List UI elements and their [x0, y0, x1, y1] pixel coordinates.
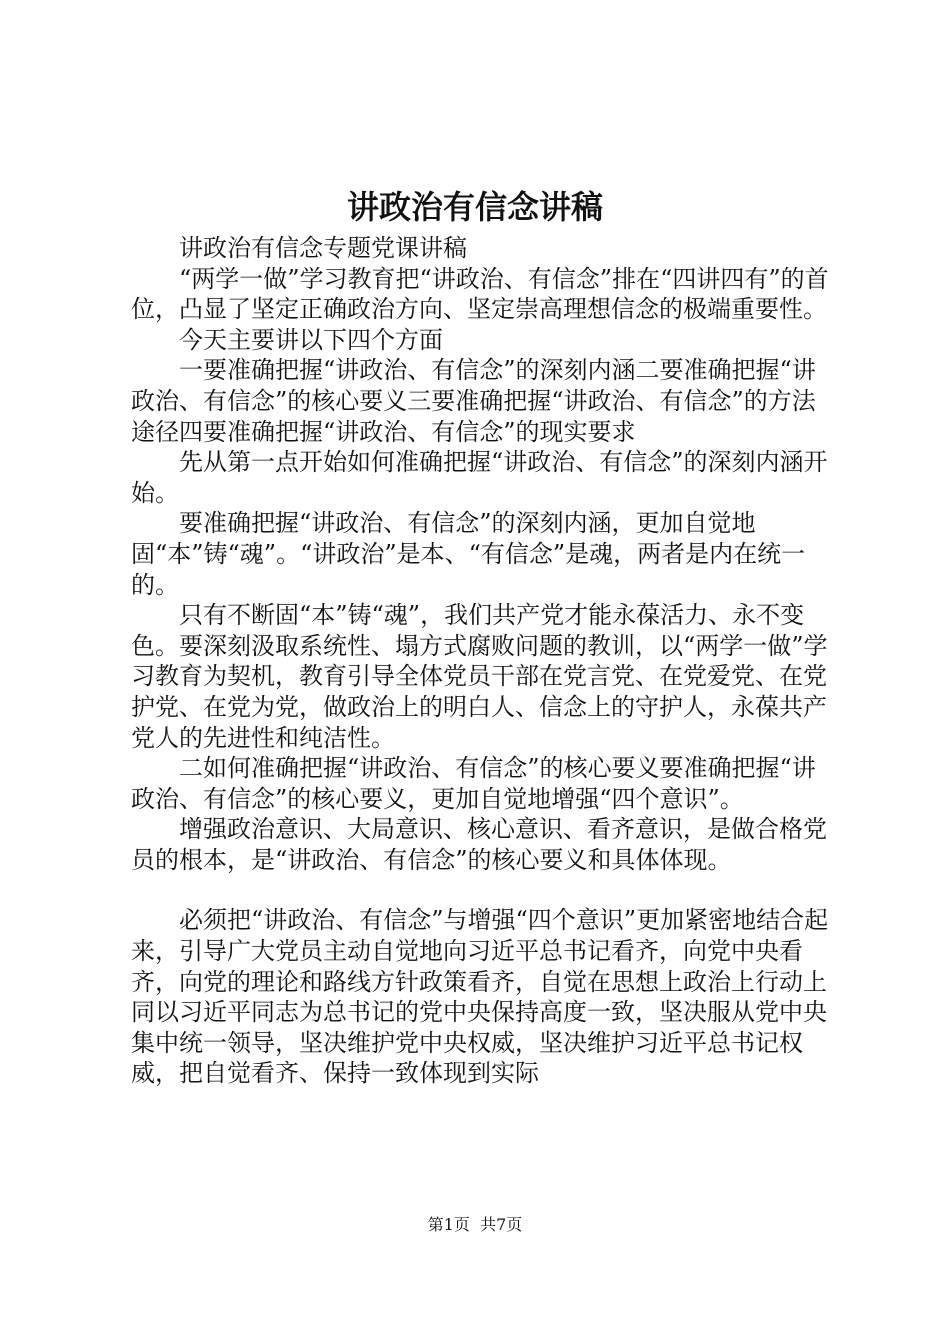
paragraph: 要准确把握“讲政治、有信念”的深刻内涵，更加自觉地固“本”铸“魂”。“讲政治”是本、“有信念”是魂，两者是内在统一的。	[131, 509, 806, 599]
paragraph: 一要准确把握“讲政治、有信念”的深刻内涵二要准确把握“讲政治、有信念”的核心要义三要准确把握“讲政治、有信念”的方法途径四要准确把握“讲政治、有信念”的现实要求	[131, 356, 816, 446]
paragraph: 先从第一点开始如何准确把握“讲政治、有信念”的深刻内涵开始。	[131, 448, 828, 507]
paragraph: 必须把“讲政治、有信念”与增强“四个意识”更加紧密地结合起来，引导广大党员主动自觉地向习近平总书记看齐，向党中央看齐，向党的理论和路线方针政策看齐，自觉在思想上政治上行动上同以习近平同志为总书记的党中央保持高度一致，坚决服从党中央集中统一领导，坚决维护党中央权威，坚决维护习近平总书记权威，把自觉看齐、保持一致体现到实际	[131, 906, 829, 1088]
page-footer	[0, 1214, 950, 1236]
document-title: 讲政治有信念讲稿	[346, 188, 603, 226]
page-total: 共7页	[480, 1215, 523, 1234]
paragraph: 讲政治有信念专题党课讲稿	[179, 234, 467, 262]
paragraph: 增强政治意识、大局意识、核心意识、看齐意识，是做合格党员的根本，是“讲政治、有信念”的核心要义和具体体现。	[131, 815, 827, 874]
page-number: 第1页	[427, 1215, 470, 1234]
paragraph: “两学一做”学习教育把“讲政治、有信念”排在“四讲四有”的首位，凸显了坚定正确政治方向、坚定崇高理想信念的极端重要性。	[131, 264, 829, 324]
paragraph: 只有不断固“本”铸“魂”，我们共产党才能永葆活力、永不变色。要深刻汲取系统性、塌方式腐败问题的教训，以“两学一做”学习教育为契机，教育引导全体党员干部在党言党、在党爱党、在党护党、在党为党，做政治上的明白人、信念上的守护人，永葆共产党人的先进性和纯洁性。	[131, 601, 828, 752]
document-body	[131, 233, 834, 1089]
paragraph: 今天主要讲以下四个方面	[179, 325, 443, 354]
paragraph: 二如何准确把握“讲政治、有信念”的核心要义要准确把握“讲政治、有信念”的核心要义，更加自觉地增强“四个意识”。	[131, 754, 816, 813]
